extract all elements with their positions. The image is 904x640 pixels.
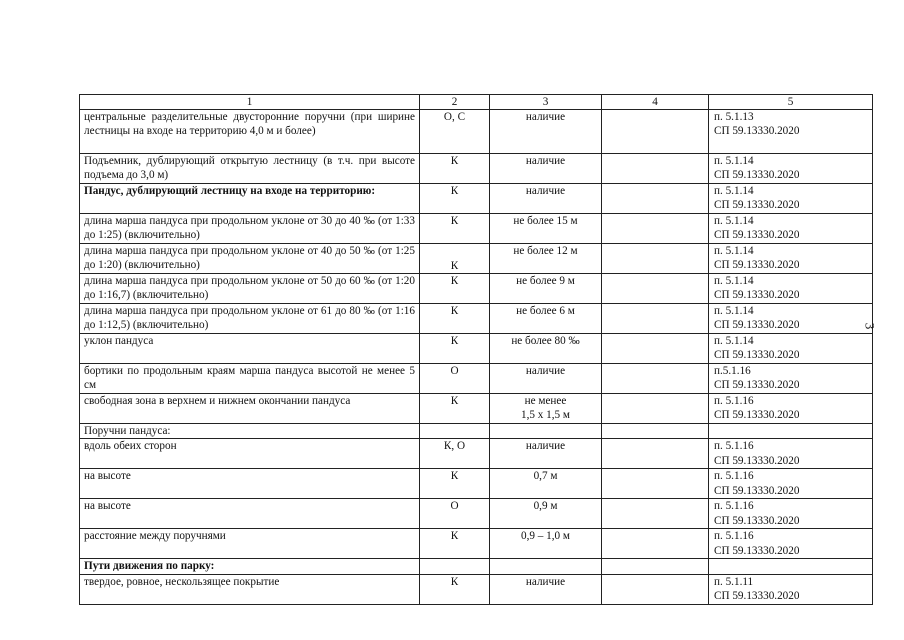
row-description: бортики по продольным краям марша пандуса высотой не менее 5 см xyxy=(80,364,420,394)
reference-clause: п. 5.1.16 xyxy=(714,470,754,483)
row-description: длина марша пандуса при продольном уклоне от 40 до 50 ‰ (от 1:25 до 1:20) (включительно) xyxy=(80,244,420,274)
reference-clause: п. 5.1.14 xyxy=(714,305,754,317)
row-value-line: не менее xyxy=(524,395,567,407)
reference-clause: п. 5.1.13 xyxy=(714,111,754,123)
reference-standard: СП 59.13330.2020 xyxy=(714,409,800,422)
row-value: не более 15 м xyxy=(490,214,602,244)
row-value: не более 80 ‰ xyxy=(490,334,602,364)
row-category: О, С xyxy=(420,110,490,154)
reference-standard: СП 59.13330.2020 xyxy=(714,319,800,332)
row-col4 xyxy=(602,559,709,574)
reference-clause: п. 5.1.16 xyxy=(714,500,754,513)
row-col4 xyxy=(602,364,709,394)
row-col4 xyxy=(602,424,709,439)
table-row xyxy=(80,274,873,304)
reference-standard: СП 59.13330.2020 xyxy=(714,199,800,212)
requirements-table xyxy=(79,94,873,605)
reference-standard: СП 59.13330.2020 xyxy=(714,484,800,497)
table-row xyxy=(80,110,873,154)
row-col4 xyxy=(602,439,709,469)
reference-standard: СП 59.13330.2020 xyxy=(714,590,800,603)
row-category: К xyxy=(420,214,490,244)
reference-clause: п. 5.1.14 xyxy=(714,245,754,257)
row-category: К, О xyxy=(420,439,490,469)
table-row xyxy=(80,424,873,439)
row-description: Поручни пандуса: xyxy=(80,424,420,439)
row-reference xyxy=(709,110,873,154)
row-description: расстояние между поручнями xyxy=(80,529,420,559)
row-category: К xyxy=(420,394,490,424)
row-category: К xyxy=(420,574,490,604)
row-value xyxy=(490,424,602,439)
reference-standard: СП 59.13330.2020 xyxy=(714,454,800,467)
row-reference xyxy=(709,154,873,184)
row-reference xyxy=(709,334,873,364)
table-body xyxy=(80,95,873,605)
reference-clause: п. 5.1.16 xyxy=(714,530,754,543)
table-row xyxy=(80,529,873,559)
reference-standard: СП 59.13330.2020 xyxy=(714,229,800,242)
row-description: длина марша пандуса при продольном уклоне от 30 до 40 ‰ (от 1:33 до 1:25) (включительно) xyxy=(80,214,420,244)
header-col-3: 3 xyxy=(490,95,602,110)
reference-standard: СП 59.13330.2020 xyxy=(714,169,800,182)
row-value: наличие xyxy=(490,574,602,604)
row-value: наличие xyxy=(490,439,602,469)
reference-clause: п. 5.1.14 xyxy=(714,215,754,227)
row-reference xyxy=(709,469,873,499)
header-row xyxy=(80,95,873,110)
reference-standard: СП 59.13330.2020 xyxy=(714,514,800,527)
row-reference xyxy=(709,244,873,274)
row-value: 0,9 – 1,0 м xyxy=(490,529,602,559)
row-category: К xyxy=(420,529,490,559)
reference-standard: СП 59.13330.2020 xyxy=(714,544,800,557)
reference-clause: п. 5.1.11 xyxy=(714,575,754,588)
row-category: К xyxy=(420,244,490,274)
row-value: наличие xyxy=(490,184,602,214)
row-description: Пандус, дублирующий лестницу на входе на территорию: xyxy=(80,184,420,214)
reference-clause: п.5.1.16 xyxy=(714,365,751,377)
header-col-1: 1 xyxy=(80,95,420,110)
page-number: 3 xyxy=(862,322,878,330)
row-reference xyxy=(709,574,873,604)
row-category: К xyxy=(420,154,490,184)
row-value-line: 1,5 х 1,5 м xyxy=(520,409,571,422)
row-col4 xyxy=(602,214,709,244)
row-category: О xyxy=(420,499,490,529)
row-description: Подъемник, дублирующий открытую лестницу (в т.ч. при высоте подъема до 3,0 м) xyxy=(80,154,420,184)
row-reference xyxy=(709,214,873,244)
table-row xyxy=(80,574,873,604)
header-col-2: 2 xyxy=(420,95,490,110)
row-reference xyxy=(709,424,873,439)
reference-standard: СП 59.13330.2020 xyxy=(714,125,800,138)
row-value: 0,7 м xyxy=(490,469,602,499)
table-row xyxy=(80,244,873,274)
row-category xyxy=(420,559,490,574)
table-row xyxy=(80,334,873,364)
header-col-4: 4 xyxy=(602,95,709,110)
row-value: 0,9 м xyxy=(490,499,602,529)
row-col4 xyxy=(602,469,709,499)
reference-clause: п. 5.1.14 xyxy=(714,185,754,197)
row-reference xyxy=(709,304,873,334)
row-category: К xyxy=(420,304,490,334)
table-row xyxy=(80,394,873,424)
row-value: наличие xyxy=(490,154,602,184)
row-category: К xyxy=(420,184,490,214)
row-col4 xyxy=(602,529,709,559)
row-col4 xyxy=(602,574,709,604)
row-value: наличие xyxy=(490,364,602,394)
row-col4 xyxy=(602,184,709,214)
row-reference xyxy=(709,559,873,574)
row-value: не более 9 м xyxy=(490,274,602,304)
reference-standard: СП 59.13330.2020 xyxy=(714,349,800,362)
row-col4 xyxy=(602,394,709,424)
row-description: длина марша пандуса при продольном уклоне от 61 до 80 ‰ (от 1:16 до 1:12,5) (включительно) xyxy=(80,304,420,334)
reference-standard: СП 59.13330.2020 xyxy=(714,259,800,272)
row-category: О xyxy=(420,364,490,394)
row-description: вдоль обеих сторон xyxy=(80,439,420,469)
reference-clause: п. 5.1.14 xyxy=(714,275,754,287)
row-value xyxy=(490,559,602,574)
row-description: уклон пандуса xyxy=(80,334,420,364)
row-col4 xyxy=(602,244,709,274)
row-description: твердое, ровное, нескользящее покрытие xyxy=(80,574,420,604)
row-category xyxy=(420,424,490,439)
table-row xyxy=(80,439,873,469)
reference-standard: СП 59.13330.2020 xyxy=(714,379,800,392)
row-category: К xyxy=(420,469,490,499)
row-description: на высоте xyxy=(80,499,420,529)
table-row xyxy=(80,559,873,574)
row-description: на высоте xyxy=(80,469,420,499)
row-reference xyxy=(709,439,873,469)
row-description: свободная зона в верхнем и нижнем окончании пандуса xyxy=(80,394,420,424)
reference-clause: п. 5.1.14 xyxy=(714,155,754,167)
row-reference xyxy=(709,499,873,529)
row-col4 xyxy=(602,274,709,304)
row-reference xyxy=(709,529,873,559)
row-reference xyxy=(709,184,873,214)
row-value: не более 6 м xyxy=(490,304,602,334)
table-row xyxy=(80,184,873,214)
table-row xyxy=(80,364,873,394)
row-value: наличие xyxy=(490,110,602,154)
row-description: центральные разделительные двусторонние поручни (при ширине лестницы на входе на территорию 4,0 м и более) xyxy=(80,110,420,154)
row-reference xyxy=(709,394,873,424)
table-row xyxy=(80,499,873,529)
row-col4 xyxy=(602,304,709,334)
row-reference xyxy=(709,364,873,394)
table-row xyxy=(80,304,873,334)
row-col4 xyxy=(602,154,709,184)
row-col4 xyxy=(602,110,709,154)
header-col-5: 5 xyxy=(709,95,873,110)
row-category: К xyxy=(420,274,490,304)
row-col4 xyxy=(602,499,709,529)
row-value xyxy=(490,394,602,424)
row-col4 xyxy=(602,334,709,364)
row-value: не более 12 м xyxy=(490,244,602,274)
reference-clause: п. 5.1.16 xyxy=(714,395,754,407)
table-row xyxy=(80,154,873,184)
row-category: К xyxy=(420,334,490,364)
row-description: Пути движения по парку: xyxy=(80,559,420,574)
table-row xyxy=(80,214,873,244)
reference-clause: п. 5.1.16 xyxy=(714,440,754,453)
reference-standard: СП 59.13330.2020 xyxy=(714,289,800,302)
reference-clause: п. 5.1.14 xyxy=(714,335,754,347)
row-description: длина марша пандуса при продольном уклоне от 50 до 60 ‰ (от 1:20 до 1:16,7) (включительно) xyxy=(80,274,420,304)
row-reference xyxy=(709,274,873,304)
table-row xyxy=(80,469,873,499)
